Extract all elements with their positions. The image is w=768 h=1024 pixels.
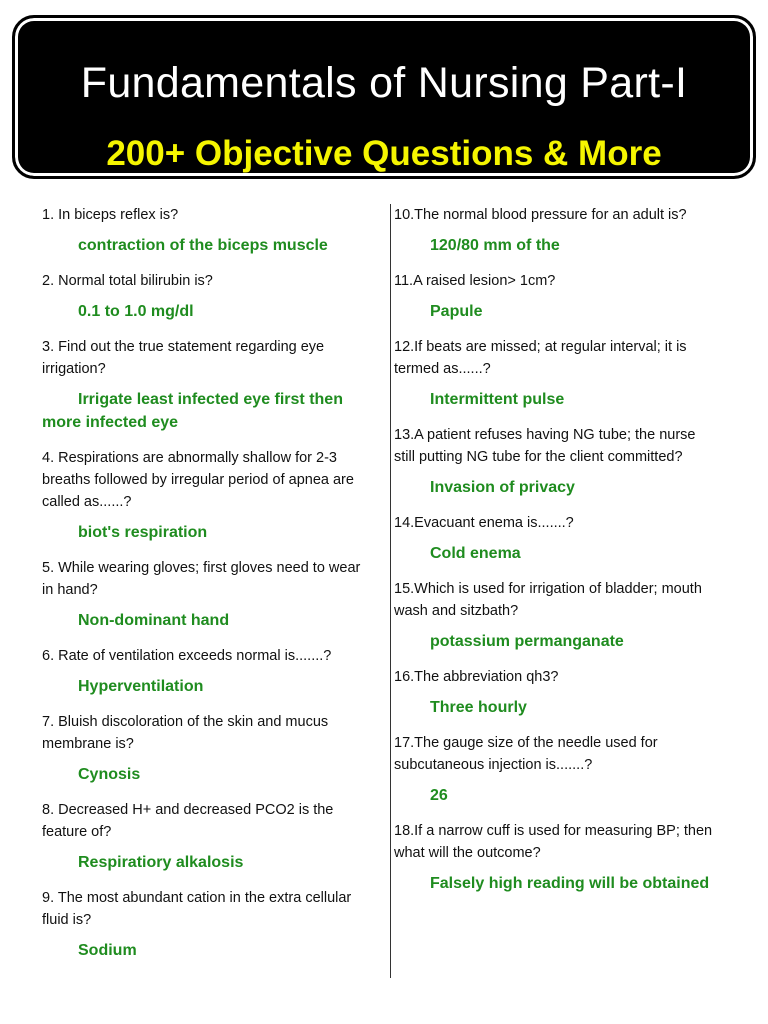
column-divider <box>390 204 391 978</box>
page-subtitle: 200+ Objective Questions & More <box>106 134 662 173</box>
question-18: 18.If a narrow cuff is used for measuring BP; then what will the outcome? <box>394 823 713 861</box>
question-14: 14.Evacuant enema is.......? <box>394 515 574 531</box>
question-3: 3. Find out the true statement regarding eye irrigation? <box>42 339 325 377</box>
question-17: 17.The gauge size of the needle used for subcutaneous injection is.......? <box>394 735 658 773</box>
question-1: 1. In biceps reflex is? <box>42 207 179 223</box>
answer-10: 120/80 mm of the <box>430 237 560 254</box>
question-12: 12.If beats are missed; at regular interval; it is termed as......? <box>394 339 687 377</box>
left-question-column <box>42 204 372 975</box>
answer-1: contraction of the biceps muscle <box>78 237 328 254</box>
answer-15: potassium permanganate <box>430 633 624 650</box>
answer-8: Respiratiory alkalosis <box>78 854 244 871</box>
answer-7: Cynosis <box>78 766 141 783</box>
question-13: 13.A patient refuses having NG tube; the nurse still putting NG tube for the client committed? <box>394 427 696 465</box>
answer-13: Invasion of privacy <box>430 479 575 496</box>
question-16: 16.The abbreviation qh3? <box>394 669 559 685</box>
answer-14: Cold enema <box>430 545 521 562</box>
question-2: 2. Normal total bilirubin is? <box>42 273 213 289</box>
answer-11: Papule <box>430 303 483 320</box>
page-title: Fundamentals of Nursing Part-I <box>80 59 688 107</box>
right-question-column <box>394 204 716 908</box>
answer-9: Sodium <box>78 942 137 959</box>
question-15: 15.Which is used for irrigation of bladder; mouth wash and sitzbath? <box>394 581 702 619</box>
answer-18: Falsely high reading will be obtained <box>430 875 710 892</box>
question-11: 11.A raised lesion> 1cm? <box>394 273 556 289</box>
question-4: 4. Respirations are abnormally shallow for 2-3 breaths followed by irregular period of apnea are called as......? <box>42 450 354 510</box>
answer-12: Intermittent pulse <box>430 391 565 408</box>
answer-2: 0.1 to 1.0 mg/dl <box>78 303 194 320</box>
answer-16: Three hourly <box>430 699 527 716</box>
answer-4: biot's respiration <box>78 524 208 541</box>
question-5: 5. While wearing gloves; first gloves need to wear in hand? <box>42 560 361 598</box>
question-10: 10.The normal blood pressure for an adult is? <box>394 207 687 223</box>
question-9: 9. The most abundant cation in the extra cellular fluid is? <box>42 890 352 928</box>
answer-6: Hyperventilation <box>78 678 204 695</box>
question-8: 8. Decreased H+ and decreased PCO2 is the feature of? <box>42 802 334 840</box>
answer-3: Irrigate least infected eye first then more infected eye <box>42 391 343 431</box>
question-6: 6. Rate of ventilation exceeds normal is.......? <box>42 648 332 664</box>
question-7: 7. Bluish discoloration of the skin and mucus membrane is? <box>42 714 329 752</box>
answer-17: 26 <box>430 787 448 804</box>
header-banner <box>12 15 756 179</box>
answer-5: Non-dominant hand <box>78 612 230 629</box>
